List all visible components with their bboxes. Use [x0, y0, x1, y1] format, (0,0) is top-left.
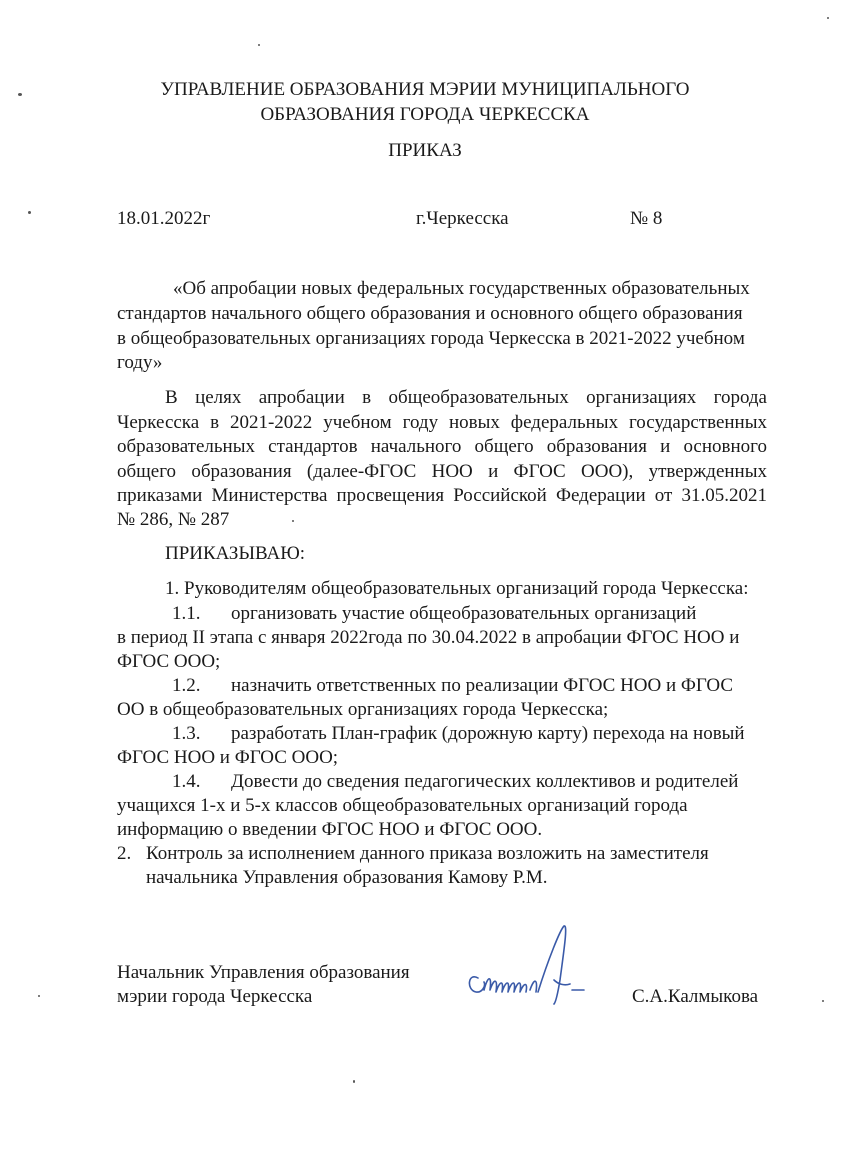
organization-name-line1: УПРАВЛЕНИЕ ОБРАЗОВАНИЯ МЭРИИ МУНИЦИПАЛЬНОГО — [160, 79, 690, 100]
organization-name-line2: ОБРАЗОВАНИЯ ГОРОДА ЧЕРКЕССКА — [260, 104, 590, 125]
document-type: ПРИКАЗ — [388, 140, 462, 161]
item-2-number: 2. — [117, 843, 132, 864]
item-1: 1. Руководителям общеобразовательных организаций города Черкесска: — [165, 578, 749, 599]
item-1-4-text: Довести до сведения педагогических коллективов и родителей — [231, 771, 739, 792]
item-1-1-text: ФГОС ООО; — [117, 651, 221, 672]
order-number: № 8 — [630, 208, 663, 229]
item-2-text: Контроль за исполнением данного приказа возложить на заместителя — [146, 843, 709, 864]
preamble-line: приказами Министерства просвещения Российской Федерации от 31.05.2021 — [117, 485, 767, 506]
scan-speck — [353, 1080, 355, 1083]
order-word: ПРИКАЗЫВАЮ: — [165, 543, 306, 564]
subject-line: стандартов начального общего образования и основного общего образования — [117, 303, 743, 324]
item-1-3-text: ФГОС НОО и ФГОС ООО; — [117, 747, 339, 768]
preamble-line: общего образования (далее-ФГОС НОО и ФГОС ООО), утвержденных — [117, 461, 767, 482]
item-1-3-text: разработать План-график (дорожную карту) перехода на новый — [231, 723, 745, 744]
subject-line: в общеобразовательных организациях города Черкесска в 2021-2022 учебном — [117, 328, 745, 349]
item-1-1-text: организовать участие общеобразовательных организаций — [231, 603, 697, 624]
item-1-4-number: 1.4. — [172, 771, 201, 792]
preamble-line: № 286, № 287 — [117, 509, 230, 530]
item-1-3-number: 1.3. — [172, 723, 201, 744]
signatory-position: мэрии города Черкесска — [117, 986, 313, 1007]
item-1-2-number: 1.2. — [172, 675, 201, 696]
handwritten-signature — [460, 920, 600, 1010]
item-2-text: начальника Управления образования Камову Р.М. — [146, 867, 548, 888]
preamble-line: образовательных стандартов начального общего образования и основного — [117, 436, 767, 457]
signatory-position: Начальник Управления образования — [117, 962, 410, 983]
order-date: 18.01.2022г — [117, 208, 211, 229]
preamble-line: В целях апробации в общеобразовательных организациях города — [165, 387, 767, 408]
scan-speck — [822, 1000, 824, 1002]
item-1-1-text: в период II этапа с января 2022года по 30.04.2022 в апробации ФГОС НОО и — [117, 627, 740, 648]
signatory-name: С.А.Калмыкова — [632, 986, 759, 1007]
preamble-line: Черкесска в 2021-2022 учебном году новых федеральных государственных — [117, 412, 767, 433]
item-1-4-text: учащихся 1-х и 5-х классов общеобразовательных организаций города — [117, 795, 688, 816]
order-city: г.Черкесска — [416, 208, 509, 229]
scan-speck — [28, 211, 31, 214]
item-1-2-text: ОО в общеобразовательных организациях города Черкесска; — [117, 699, 609, 720]
item-1-1-number: 1.1. — [172, 603, 201, 624]
item-1-2-text: назначить ответственных по реализации ФГОС НОО и ФГОС — [231, 675, 734, 696]
scan-speck — [827, 17, 829, 19]
scan-speck — [258, 44, 260, 46]
subject-line: «Об апробации новых федеральных государственных образовательных — [173, 278, 750, 299]
item-1-4-text: информацию о введении ФГОС НОО и ФГОС ООО. — [117, 819, 543, 840]
subject-line: году» — [117, 352, 163, 373]
scan-speck — [38, 995, 40, 997]
